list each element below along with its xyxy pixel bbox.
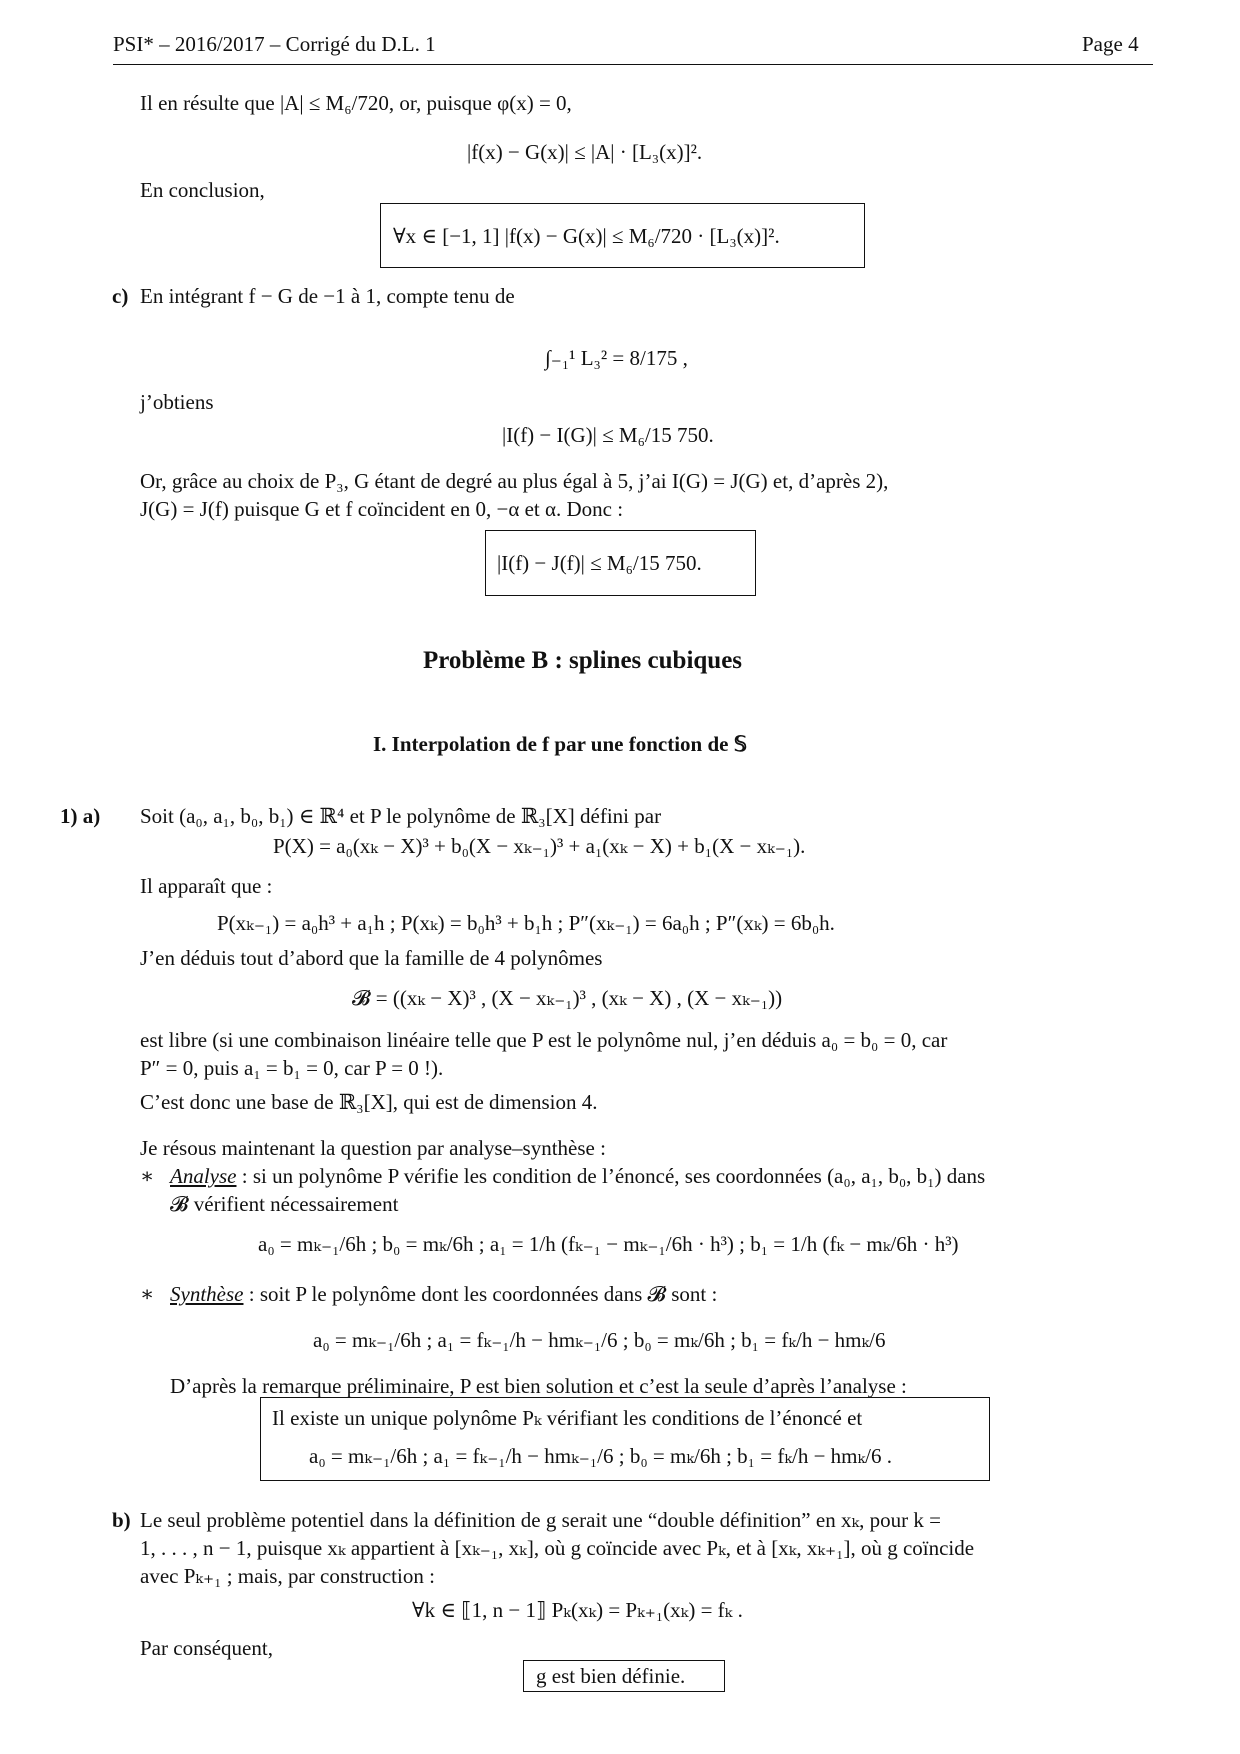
section-title: Problème B : splines cubiques: [423, 647, 743, 674]
text-line: P″ = 0, puis a₁ = b₁ = 0, car P = 0 !).: [140, 1056, 444, 1080]
text-line: Je résous maintenant la question par analyse–synthèse :: [140, 1136, 606, 1160]
text-line: j’obtiens: [140, 390, 214, 414]
text-line: : soit P le polynôme dont les coordonnées dans 𝓑 sont :: [243, 1282, 718, 1306]
text-line: Soit (a₀, a₁, b₀, b₁) ∈ ℝ⁴ et P le polynôme de ℝ₃[X] défini par: [140, 804, 662, 828]
equation: |f(x) − G(x)| ≤ |A| · [L₃(x)]².: [467, 140, 703, 164]
text-line: En intégrant f − G de −1 à 1, compte tenu de: [140, 284, 515, 308]
text-line: Par conséquent,: [140, 1636, 273, 1660]
boxed-equation: a₀ = mₖ₋₁/6h ; a₁ = fₖ₋₁/h − hmₖ₋₁/6 ; b₀ = mₖ/6h ; b₁ = fₖ/h − hmₖ/6 .: [309, 1444, 892, 1468]
equation: P(xₖ₋₁) = a₀h³ + a₁h ; P(xₖ) = b₀h³ + b₁h ; P″(xₖ₋₁) = 6a₀h ; P″(xₖ) = 6b₀h.: [217, 911, 835, 935]
text-line: Il en résulte que |A| ≤ M₆/720, or, puisque φ(x) = 0,: [140, 91, 572, 115]
boxed-equation: ∀x ∈ [−1, 1] |f(x) − G(x)| ≤ M₆/720 · [L₃(x)]².: [393, 224, 780, 248]
equation: a₀ = mₖ₋₁/6h ; b₀ = mₖ/6h ; a₁ = 1/h (fₖ₋₁ − mₖ₋₁/6h · h³) ; b₁ = 1/h (fₖ − mₖ/6h · h³): [258, 1232, 959, 1256]
bullet-star: ∗: [140, 1164, 155, 1188]
text-line: Or, grâce au choix de P₃, G étant de degré au plus égal à 5, j’ai I(G) = J(G) et, d’après 2),: [140, 469, 889, 493]
item-label: 1) a): [60, 804, 101, 828]
header-page-number: Page 4: [1082, 32, 1139, 56]
bullet-star: ∗: [140, 1282, 155, 1306]
equation: 𝓑 = ((xₖ − X)³ , (X − xₖ₋₁)³ , (xₖ − X) , (X − xₖ₋₁)): [352, 986, 783, 1010]
text-line: Le seul problème potentiel dans la définition de g serait une “double définition” en xₖ, pour k =: [140, 1508, 941, 1532]
text-line: J’en déduis tout d’abord que la famille de 4 polynômes: [140, 946, 603, 970]
boxed-text: Il existe un unique polynôme Pₖ vérifiant les conditions de l’énoncé et: [272, 1406, 863, 1430]
equation: a₀ = mₖ₋₁/6h ; a₁ = fₖ₋₁/h − hmₖ₋₁/6 ; b₀ = mₖ/6h ; b₁ = fₖ/h − hmₖ/6: [313, 1328, 886, 1352]
text-line: 1, . . . , n − 1, puisque xₖ appartient à [xₖ₋₁, xₖ], où g coïncide avec Pₖ, et à [xₖ, xₖ₊₁], où g coïncide: [140, 1536, 975, 1560]
equation: ∫₋₁¹ L₃² = 8/175 ,: [545, 346, 688, 370]
header-left: PSI* – 2016/2017 – Corrigé du D.L. 1: [113, 32, 436, 56]
section-subtitle: I. Interpolation de f par une fonction de 𝕊: [373, 732, 748, 756]
item-label: c): [112, 284, 129, 308]
text-line: Il apparaît que :: [140, 874, 273, 898]
text-line: 𝓑 vérifient nécessairement: [170, 1192, 399, 1216]
boxed-equation: |I(f) − J(f)| ≤ M₆/15 750.: [497, 551, 702, 575]
text-line: avec Pₖ₊₁ ; mais, par construction :: [140, 1564, 435, 1588]
analyse-label: Analyse: [170, 1164, 237, 1188]
equation: P(X) = a₀(xₖ − X)³ + b₀(X − xₖ₋₁)³ + a₁(xₖ − X) + b₁(X − xₖ₋₁).: [273, 834, 806, 858]
header-rule: [113, 64, 1153, 65]
text-line: : si un polynôme P vérifie les condition de l’énoncé, ses coordonnées (a₀, a₁, b₀, b₁) dans: [236, 1164, 986, 1188]
equation: ∀k ∈ ⟦1, n − 1⟧ Pₖ(xₖ) = Pₖ₊₁(xₖ) = fₖ .: [412, 1598, 743, 1622]
equation: |I(f) − I(G)| ≤ M₆/15 750.: [502, 423, 714, 447]
text-line: C’est donc une base de ℝ₃[X], qui est de dimension 4.: [140, 1090, 598, 1114]
text-line: est libre (si une combinaison linéaire telle que P est le polynôme nul, j’en déduis a₀ = b₀ = 0, car: [140, 1028, 948, 1052]
boxed-text: g est bien définie.: [536, 1664, 686, 1688]
text-line: J(G) = J(f) puisque G et f coïncident en 0, −α et α. Donc :: [140, 497, 624, 521]
text-line: D’après la remarque préliminaire, P est bien solution et c’est la seule d’après l’analyse :: [170, 1374, 907, 1398]
synthese-label: Synthèse: [170, 1282, 244, 1306]
text-line: En conclusion,: [140, 178, 265, 202]
item-label: b): [112, 1508, 131, 1532]
